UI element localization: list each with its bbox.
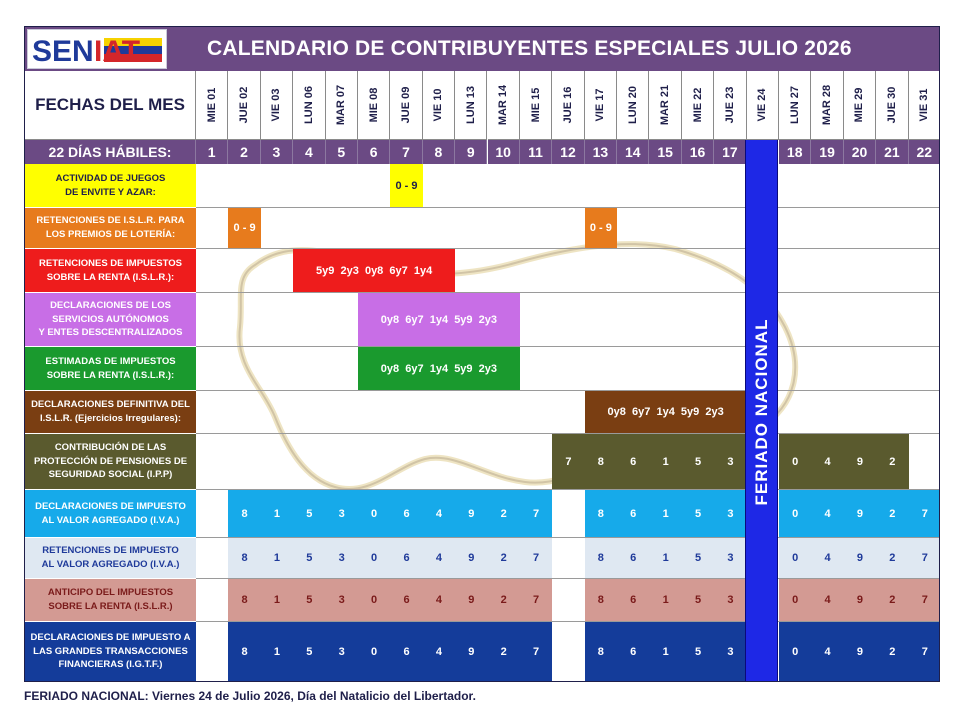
obligation-label-line: ANTICIPO DEL IMPUESTOS [47, 587, 174, 599]
working-day-number: 20 [844, 140, 876, 164]
obligation-label-line: DECLARACIONES DEFINITIVA DEL [31, 399, 190, 411]
rif-digit: 4 [435, 507, 442, 520]
day-header-label: VIE 17 [594, 88, 607, 122]
obligation-label-line: DECLARACIONES DE LOS [50, 299, 171, 311]
obligation-label-line: RETENCIONES DE IMPUESTO [42, 545, 179, 557]
working-day-number: 5 [326, 140, 358, 164]
day-header [228, 71, 260, 140]
rif-digit: 7 [533, 552, 540, 564]
day-header [682, 71, 714, 140]
rif-range: 0 - 9 [395, 179, 418, 192]
working-day-number: 19 [811, 140, 843, 164]
rif-digit: 7 [921, 507, 928, 520]
rif-digit: 9 [856, 645, 864, 658]
rif-digit: 6 [403, 552, 410, 564]
rif-digit: 0 [371, 594, 378, 606]
day-header-label: MAR 14 [497, 84, 510, 126]
day-header-label: JUE 30 [885, 86, 898, 124]
day-header-label: MIE 22 [691, 87, 704, 123]
rif-digit: 6 [630, 552, 637, 564]
rif-digit: 8 [597, 645, 604, 658]
working-days-label [25, 140, 196, 164]
due-date-block [585, 391, 747, 433]
obligation-label-line: SOBRE LA RENTA (I.S.L.R.): [46, 369, 175, 381]
rif-digit: 0 [792, 507, 799, 520]
working-day-number: 11 [520, 140, 552, 164]
rif-digit: 4 [435, 645, 442, 658]
row-divider [196, 681, 940, 682]
obligation-label [25, 293, 196, 347]
rif-digit: 9 [856, 455, 864, 468]
rif-digit: 2 [500, 594, 507, 606]
footer-note: FERIADO NACIONAL: Viernes 24 de Julio 2026, Día del Natalicio del Libertador. [24, 689, 476, 703]
day-header [390, 71, 422, 140]
rif-digit: 4 [824, 594, 831, 606]
calendar-frame [24, 26, 940, 682]
rif-digit: 3 [727, 645, 734, 658]
day-header-label: MIE 29 [853, 87, 866, 123]
working-day-number: 21 [876, 140, 908, 164]
working-day-number: 3 [261, 140, 293, 164]
rif-digit: 0 [371, 507, 378, 520]
obligation-label-line: DECLARACIONES DE IMPUESTO A [30, 631, 191, 643]
rif-digit: 7 [565, 455, 572, 468]
obligation-label [25, 490, 196, 538]
rif-digit: 4 [824, 455, 831, 468]
rif-digit: 2 [889, 507, 896, 520]
rif-digit: 2 [889, 552, 896, 564]
rif-digit: 2 [889, 455, 896, 468]
rif-digit: 5 [306, 552, 313, 564]
rif-digit: 3 [338, 645, 345, 658]
rif-digit: 0 [792, 645, 799, 658]
obligation-label [25, 538, 196, 579]
day-header-label: VIE 24 [756, 88, 769, 122]
day-header-label: JUE 02 [238, 86, 251, 124]
day-header-label: JUE 16 [561, 86, 574, 124]
rif-digit: 5 [306, 645, 313, 658]
rif-digit: 2 [500, 645, 507, 658]
rif-digit: 9 [468, 507, 475, 520]
day-header-label: LUN 06 [302, 86, 315, 124]
due-date-block [779, 538, 940, 578]
rif-digit: 9 [856, 552, 864, 564]
rif-digit: 9 [856, 507, 864, 520]
obligation-label [25, 249, 196, 293]
obligation-label [25, 164, 196, 208]
working-day-number: 8 [423, 140, 455, 164]
rif-digit: 4 [824, 645, 831, 658]
rif-digit: 4 [824, 507, 831, 520]
day-header-label: VIE 31 [918, 88, 931, 122]
rif-digit: 1 [273, 645, 280, 658]
rif-digit: 3 [338, 507, 345, 520]
working-day-number: 7 [390, 140, 422, 164]
rif-digit: 2 [500, 507, 507, 520]
rif-digit: 8 [597, 552, 604, 564]
obligation-label [25, 579, 196, 622]
rif-digit: 0 [792, 455, 799, 468]
rif-digit: 3 [338, 552, 345, 564]
rif-digit: 8 [241, 645, 248, 658]
rif-digit: 7 [533, 594, 540, 606]
rif-digit: 9 [468, 552, 475, 564]
due-date-block [585, 208, 617, 248]
due-date-block [779, 490, 940, 537]
obligation-label-line: LAS GRANDES TRANSACCIONES [33, 645, 188, 657]
day-header-label: MIE 08 [367, 87, 380, 123]
rif-digit: 8 [241, 594, 248, 606]
day-header-label: JUE 09 [400, 86, 413, 124]
rif-digit: 6 [630, 645, 637, 658]
rif-digit: 3 [727, 594, 734, 606]
working-day-number: 12 [552, 140, 584, 164]
row-divider [196, 207, 940, 208]
obligation-label-line: LOS PREMIOS DE LOTERÍA: [45, 229, 176, 240]
svg-text:SEN: SEN [32, 35, 94, 68]
day-header [552, 71, 584, 140]
rif-digit: 5 [306, 594, 313, 606]
rif-digit: 2 [889, 594, 896, 606]
title-bar [25, 27, 940, 71]
obligation-label [25, 622, 196, 682]
day-header [909, 71, 940, 140]
day-header-label: LUN 20 [626, 86, 639, 124]
row-divider [196, 390, 940, 391]
working-day-number: 16 [682, 140, 714, 164]
obligation-label [25, 434, 196, 490]
obligation-label-line: ESTIMADAS DE IMPUESTOS [45, 355, 176, 367]
due-date-block [585, 490, 747, 537]
rif-digit: 6 [403, 507, 410, 520]
day-header [811, 71, 843, 140]
day-header-label: MIE 01 [205, 87, 218, 123]
day-header [293, 71, 325, 140]
rif-digit: 7 [921, 645, 928, 658]
day-header [585, 71, 617, 140]
rif-digit: 4 [824, 552, 831, 564]
day-header [520, 71, 552, 140]
rif-range: 0y8 6y7 1y4 5y9 2y3 [380, 362, 498, 375]
rif-range: 0y8 6y7 1y4 5y9 2y3 [380, 313, 498, 326]
rif-digit: 6 [630, 507, 637, 520]
working-day-number: 15 [649, 140, 681, 164]
due-date-block [358, 293, 520, 346]
day-header [423, 71, 455, 140]
day-header-label: MAR 28 [821, 84, 834, 126]
day-header [617, 71, 649, 140]
working-day-number: 4 [293, 140, 325, 164]
rif-digit: 7 [921, 594, 928, 606]
rif-digit: 5 [694, 594, 702, 606]
page-title: CALENDARIO DE CONTRIBUYENTES ESPECIALES JULIO 2026 [207, 37, 852, 60]
rif-digit: 4 [435, 552, 442, 564]
obligation-label-line: SERVICIOS AUTÓNOMOS [52, 313, 169, 325]
working-day-number: 6 [358, 140, 390, 164]
day-header-label: LUN 27 [788, 86, 801, 124]
rif-digit: 1 [273, 507, 280, 520]
working-day-number: 17 [714, 140, 746, 164]
rif-digit: 0 [792, 594, 799, 606]
obligation-label-line: CONTRIBUCIÓN DE LAS [54, 441, 167, 453]
svg-text:IAT: IAT [94, 35, 141, 68]
due-date-block [779, 622, 940, 681]
rif-digit: 3 [338, 594, 345, 606]
obligation-label-line: AL VALOR AGREGADO (I.V.A.) [41, 514, 180, 526]
rif-digit: 1 [273, 552, 280, 564]
rif-digit: 3 [727, 507, 734, 520]
obligation-label-line: DE ENVITE Y AZAR: [65, 186, 156, 198]
working-day-number: 14 [617, 140, 649, 164]
obligation-label-line: ACTIVIDAD DE JUEGOS [55, 172, 166, 184]
day-header [358, 71, 390, 140]
rif-digit: 6 [403, 645, 410, 658]
rif-digit: 3 [727, 552, 734, 564]
rif-digit: 8 [597, 455, 604, 468]
rif-digit: 1 [662, 552, 669, 564]
obligation-label-line: PROTECCIÓN DE PENSIONES DE [33, 455, 188, 467]
day-header-label: MAR 21 [659, 84, 672, 126]
rif-digit: 1 [273, 594, 280, 606]
rif-digit: 8 [241, 507, 248, 520]
rif-range: 5y9 2y3 0y8 6y7 1y4 [316, 264, 433, 277]
rif-digit: 6 [630, 455, 637, 468]
rif-digit: 0 [371, 645, 378, 658]
rif-digit: 9 [468, 594, 475, 606]
rif-digit: 8 [241, 552, 248, 564]
due-date-block [779, 579, 940, 621]
row-divider [196, 292, 940, 293]
day-header [844, 71, 876, 140]
working-day-number: 10 [488, 140, 520, 164]
rif-digit: 2 [889, 645, 896, 658]
working-day-number: 1 [196, 140, 228, 164]
due-date-block [358, 347, 520, 390]
day-header [747, 71, 779, 140]
rif-digit: 2 [500, 552, 507, 564]
working-days-label-text: 22 DÍAS HÁBILES: [48, 144, 172, 160]
rif-digit: 1 [662, 455, 669, 468]
rif-digit: 3 [727, 455, 734, 468]
working-day-number: 2 [228, 140, 260, 164]
rif-digit: 4 [435, 594, 442, 606]
day-header [455, 71, 487, 140]
due-date-block [585, 538, 747, 578]
day-header-label: JUE 23 [723, 86, 736, 124]
rif-digit: 5 [694, 552, 702, 564]
day-header [714, 71, 746, 140]
day-header [261, 71, 293, 140]
day-header [779, 71, 811, 140]
holiday-column [745, 140, 778, 682]
due-date-block [585, 579, 747, 621]
day-header-label: LUN 13 [464, 86, 477, 124]
rif-digit: 7 [533, 507, 540, 520]
rif-digit: 0 [792, 552, 799, 564]
day-header [876, 71, 908, 140]
row-divider [196, 346, 940, 347]
day-header [326, 71, 358, 140]
due-date-block [228, 208, 260, 248]
seniat-logo [27, 29, 167, 69]
rif-range: 0 - 9 [233, 222, 256, 234]
rif-digit: 7 [921, 552, 928, 564]
day-header-label: MAR 07 [335, 84, 348, 126]
obligation-label-line: Y ENTES DESCENTRALIZADOS [38, 327, 183, 339]
rif-digit: 5 [694, 507, 702, 520]
rif-range: 0y8 6y7 1y4 5y9 2y3 [607, 406, 724, 418]
working-day-number: 22 [909, 140, 940, 164]
rif-digit: 8 [597, 507, 604, 520]
obligation-label-line: SOBRE LA RENTA (I.S.L.R.) [48, 601, 173, 612]
rif-digit: 1 [662, 645, 669, 658]
working-day-number: 13 [585, 140, 617, 164]
rif-digit: 0 [371, 552, 378, 564]
rif-digit: 7 [533, 645, 540, 658]
rif-digit: 1 [662, 507, 669, 520]
rif-digit: 8 [597, 594, 604, 606]
rif-digit: 5 [694, 455, 702, 468]
obligation-label-line: SOBRE LA RENTA (I.S.L.R.): [46, 271, 175, 283]
dates-label [25, 71, 196, 140]
rif-digit: 6 [630, 594, 637, 606]
obligation-label [25, 208, 196, 249]
obligation-label [25, 391, 196, 434]
day-header [488, 71, 520, 140]
rif-digit: 9 [468, 645, 475, 658]
obligation-label-line: AL VALOR AGREGADO (I.V.A.) [41, 559, 180, 570]
working-day-number: 9 [455, 140, 487, 164]
day-header-label: VIE 03 [270, 88, 283, 122]
rif-digit: 9 [856, 594, 864, 606]
due-date-block [390, 164, 422, 207]
obligation-label-line: I.S.L.R. (Ejercicios Irregulares): [40, 413, 181, 424]
rif-digit: 6 [403, 594, 410, 606]
dates-label-text: FECHAS DEL MES [35, 95, 185, 114]
due-date-block [585, 622, 747, 681]
obligation-label-line: FINANCIERAS (I.G.T.F.) [58, 659, 163, 671]
day-header-label: MIE 15 [529, 87, 542, 123]
rif-range: 0 - 9 [589, 222, 612, 234]
obligation-label-line: RETENCIONES DE I.S.L.R. PARA [36, 215, 185, 227]
working-day-number: 18 [779, 140, 811, 164]
obligation-label-line: RETENCIONES DE IMPUESTOS [39, 257, 182, 269]
day-header-label: VIE 10 [432, 88, 445, 122]
due-date-block [293, 249, 455, 292]
day-header [196, 71, 228, 140]
obligation-label-line: SEGURIDAD SOCIAL (I.P.P) [48, 469, 173, 481]
day-header [649, 71, 681, 140]
rif-digit: 5 [694, 645, 702, 658]
holiday-label: FERIADO NACIONAL [751, 318, 771, 505]
obligation-label [25, 347, 196, 391]
rif-digit: 5 [306, 507, 313, 520]
obligation-label-line: DECLARACIONES DE IMPUESTO [35, 500, 186, 512]
rif-digit: 1 [662, 594, 669, 606]
